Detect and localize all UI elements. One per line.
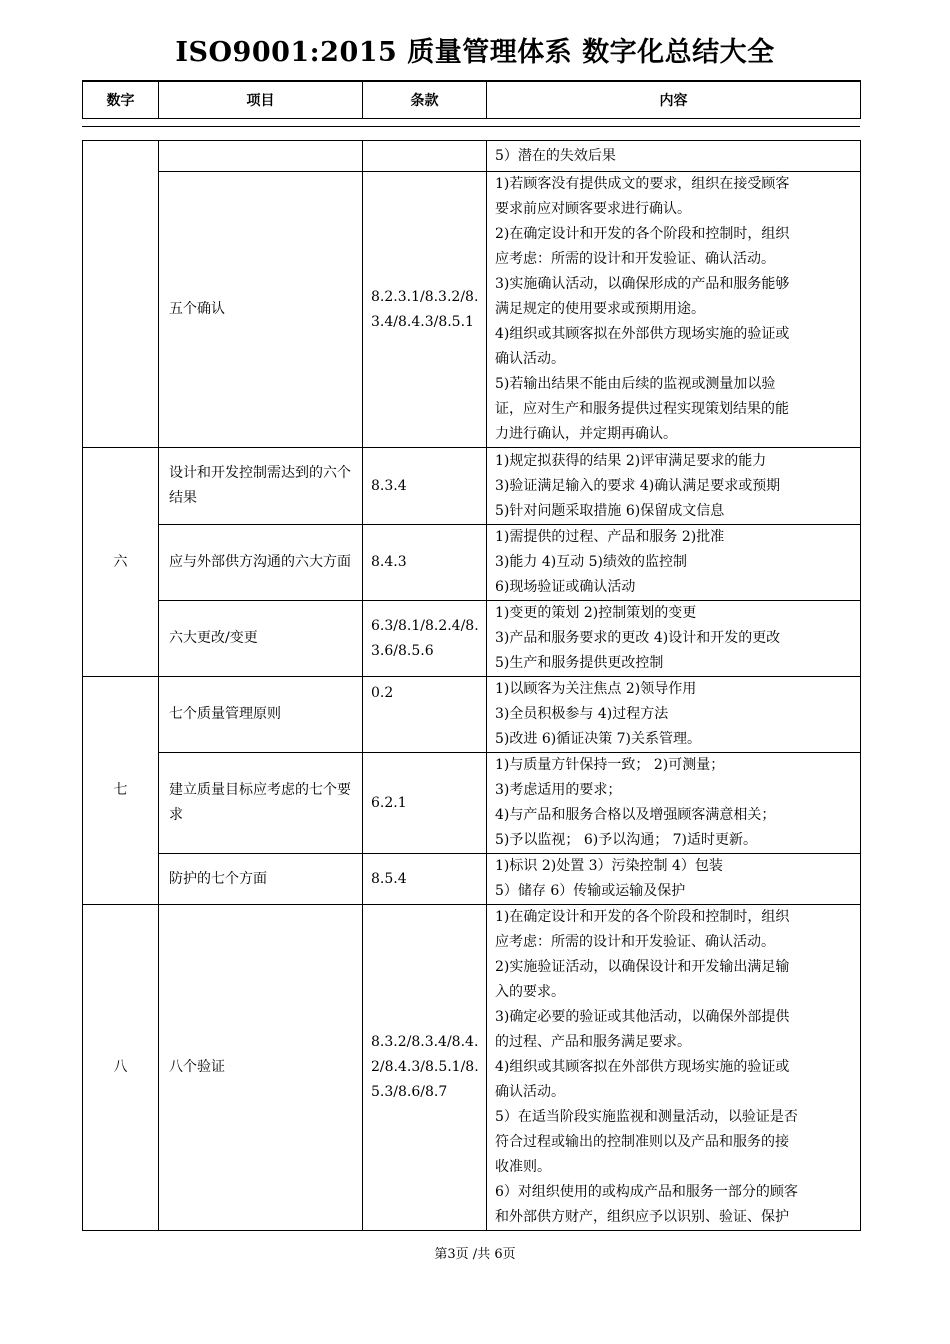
content-line: 5)生产和服务提供更改控制	[495, 655, 664, 671]
content-line: 符合过程或输出的控制准则以及产品和服务的接	[495, 1134, 789, 1150]
content-line: 3)验证满足输入的要求 4)确认满足要求或预期	[495, 477, 781, 494]
clause-cell: 8.3.4	[363, 448, 487, 525]
content-line: 1)需提供的过程、产品和服务 2)批准	[495, 529, 725, 545]
item-cell: 七个质量管理原则	[159, 677, 363, 753]
content-line: 要求前应对顾客要求进行确认。	[495, 201, 691, 217]
content-cell	[487, 753, 861, 854]
content-line: 6)现场验证或确认活动	[495, 579, 636, 595]
content-line: 和外部供方财产，组织应予以识别、验证、保护	[495, 1209, 789, 1225]
content-line: 收准则。	[495, 1159, 551, 1175]
clause-cell	[363, 141, 487, 172]
item-cell: 六大更改/变更	[159, 601, 363, 677]
content-line: 2)在确定设计和开发的各个阶段和控制时，组织	[495, 226, 790, 242]
content-line: 3)实施确认活动，以确保形成的产品和服务能够	[495, 276, 790, 292]
clause-cell: 6.3/8.1/8.2.4/8.3.6/8.5.6	[363, 601, 487, 677]
number-cell: 八	[83, 905, 159, 1231]
content-line: 6）对组织使用的或构成产品和服务一部分的顾客	[495, 1184, 798, 1200]
header-content: 内容	[487, 81, 861, 119]
content-line: 应考虑：所需的设计和开发验证、确认活动。	[495, 251, 775, 267]
content-line: 1)变更的策划 2)控制策划的变更	[495, 605, 697, 621]
number-cell	[83, 141, 159, 448]
content-cell	[487, 448, 861, 525]
item-cell: 设计和开发控制需达到的六个结果	[159, 448, 363, 525]
content-line: 1)与质量方针保持一致； 2)可测量；	[495, 757, 725, 773]
content-line: 3)考虑适用的要求；	[495, 782, 622, 798]
page-title: ISO9001:2015 质量管理体系 数字化总结大全	[175, 37, 775, 68]
content-line: 入的要求。	[495, 984, 565, 1000]
clause-cell: 8.2.3.1/8.3.2/8.3.4/8.4.3/8.5.1	[363, 172, 487, 448]
table-row	[83, 525, 861, 601]
content-line: 1)若顾客没有提供成文的要求，组织在接受顾客	[495, 176, 790, 192]
item-cell: 防护的七个方面	[159, 854, 363, 905]
clause-cell: 0.2	[363, 677, 487, 753]
content-line: 满足规定的使用要求或预期用途。	[495, 301, 705, 317]
content-cell	[487, 854, 861, 905]
content-line: 5)予以监视； 6)予以沟通； 7)适时更新。	[495, 832, 758, 848]
content-line: 4)组织或其顾客拟在外部供方现场实施的验证或	[495, 326, 790, 342]
content-line: 力进行确认，并定期再确认。	[495, 426, 677, 442]
table-row	[83, 601, 861, 677]
column-header-table	[82, 80, 861, 119]
content-cell	[487, 905, 861, 1231]
content-cell	[487, 141, 861, 172]
divider	[82, 126, 860, 127]
content-line: 3)全员积极参与 4)过程方法	[495, 706, 669, 722]
content-cell	[487, 677, 861, 753]
content-line: 5)若输出结果不能由后续的监视或测量加以验	[495, 376, 776, 392]
content-line: 确认活动。	[495, 1084, 565, 1100]
content-line: 1)以顾客为关注焦点 2)领导作用	[495, 681, 697, 697]
clause-cell: 8.3.2/8.3.4/8.4.2/8.4.3/8.5.1/8.5.3/8.6/8.7	[363, 905, 487, 1231]
header-number: 数字	[83, 81, 159, 119]
content-line: 4)与产品和服务合格以及增强顾客满意相关；	[495, 807, 776, 823]
content-line: 证，应对生产和服务提供过程实现策划结果的能	[495, 401, 789, 417]
table-row	[83, 753, 861, 854]
content-line: 5）储存 6）传输或运输及保护	[495, 883, 686, 899]
content-line: 3)能力 4)互动 5)绩效的监控制	[495, 554, 688, 570]
number-cell: 七	[83, 677, 159, 905]
content-line: 应考虑：所需的设计和开发验证、确认活动。	[495, 934, 775, 950]
content-line: 5)针对问题采取措施 6)保留成文信息	[495, 502, 725, 519]
clause-cell: 6.2.1	[363, 753, 487, 854]
clause-cell: 8.4.3	[363, 525, 487, 601]
item-cell: 建立质量目标应考虑的七个要求	[159, 753, 363, 854]
summary-table	[82, 140, 861, 1231]
header-clause: 条款	[363, 81, 487, 119]
content-line: 2)实施验证活动，以确保设计和开发输出满足输	[495, 959, 790, 975]
content-line: 4)组织或其顾客拟在外部供方现场实施的验证或	[495, 1059, 790, 1075]
content-cell	[487, 172, 861, 448]
content-line: 1)标识 2)处置 3）污染控制 4）包装	[495, 858, 723, 874]
content-line: 5）潜在的失效后果	[495, 147, 616, 164]
content-line: 3)确定必要的验证或其他活动，以确保外部提供	[495, 1009, 790, 1025]
content-line: 5)改进 6)循证决策 7)关系管理。	[495, 731, 702, 747]
table-row	[83, 677, 861, 753]
content-line: 的过程、产品和服务满足要求。	[495, 1034, 691, 1050]
table-row	[83, 854, 861, 905]
table-row	[83, 172, 861, 448]
content-line: 5）在适当阶段实施监视和测量活动，以验证是否	[495, 1109, 798, 1125]
content-line: 1)在确定设计和开发的各个阶段和控制时，组织	[495, 909, 790, 925]
content-line: 3)产品和服务要求的更改 4)设计和开发的更改	[495, 630, 781, 646]
content-line: 1)规定拟获得的结果 2)评审满足要求的能力	[495, 452, 767, 469]
item-cell: 八个验证	[159, 905, 363, 1231]
table-row	[83, 448, 861, 525]
content-cell	[487, 601, 861, 677]
number-cell: 六	[83, 448, 159, 677]
page-footer: 第3页 /共 6页	[434, 1247, 516, 1262]
item-cell: 五个确认	[159, 172, 363, 448]
content-line: 确认活动。	[495, 351, 565, 367]
header-item: 项目	[159, 81, 363, 119]
table-row	[83, 141, 861, 172]
clause-cell: 8.5.4	[363, 854, 487, 905]
content-cell	[487, 525, 861, 601]
item-cell	[159, 141, 363, 172]
item-cell: 应与外部供方沟通的六大方面	[159, 525, 363, 601]
table-row	[83, 905, 861, 1231]
